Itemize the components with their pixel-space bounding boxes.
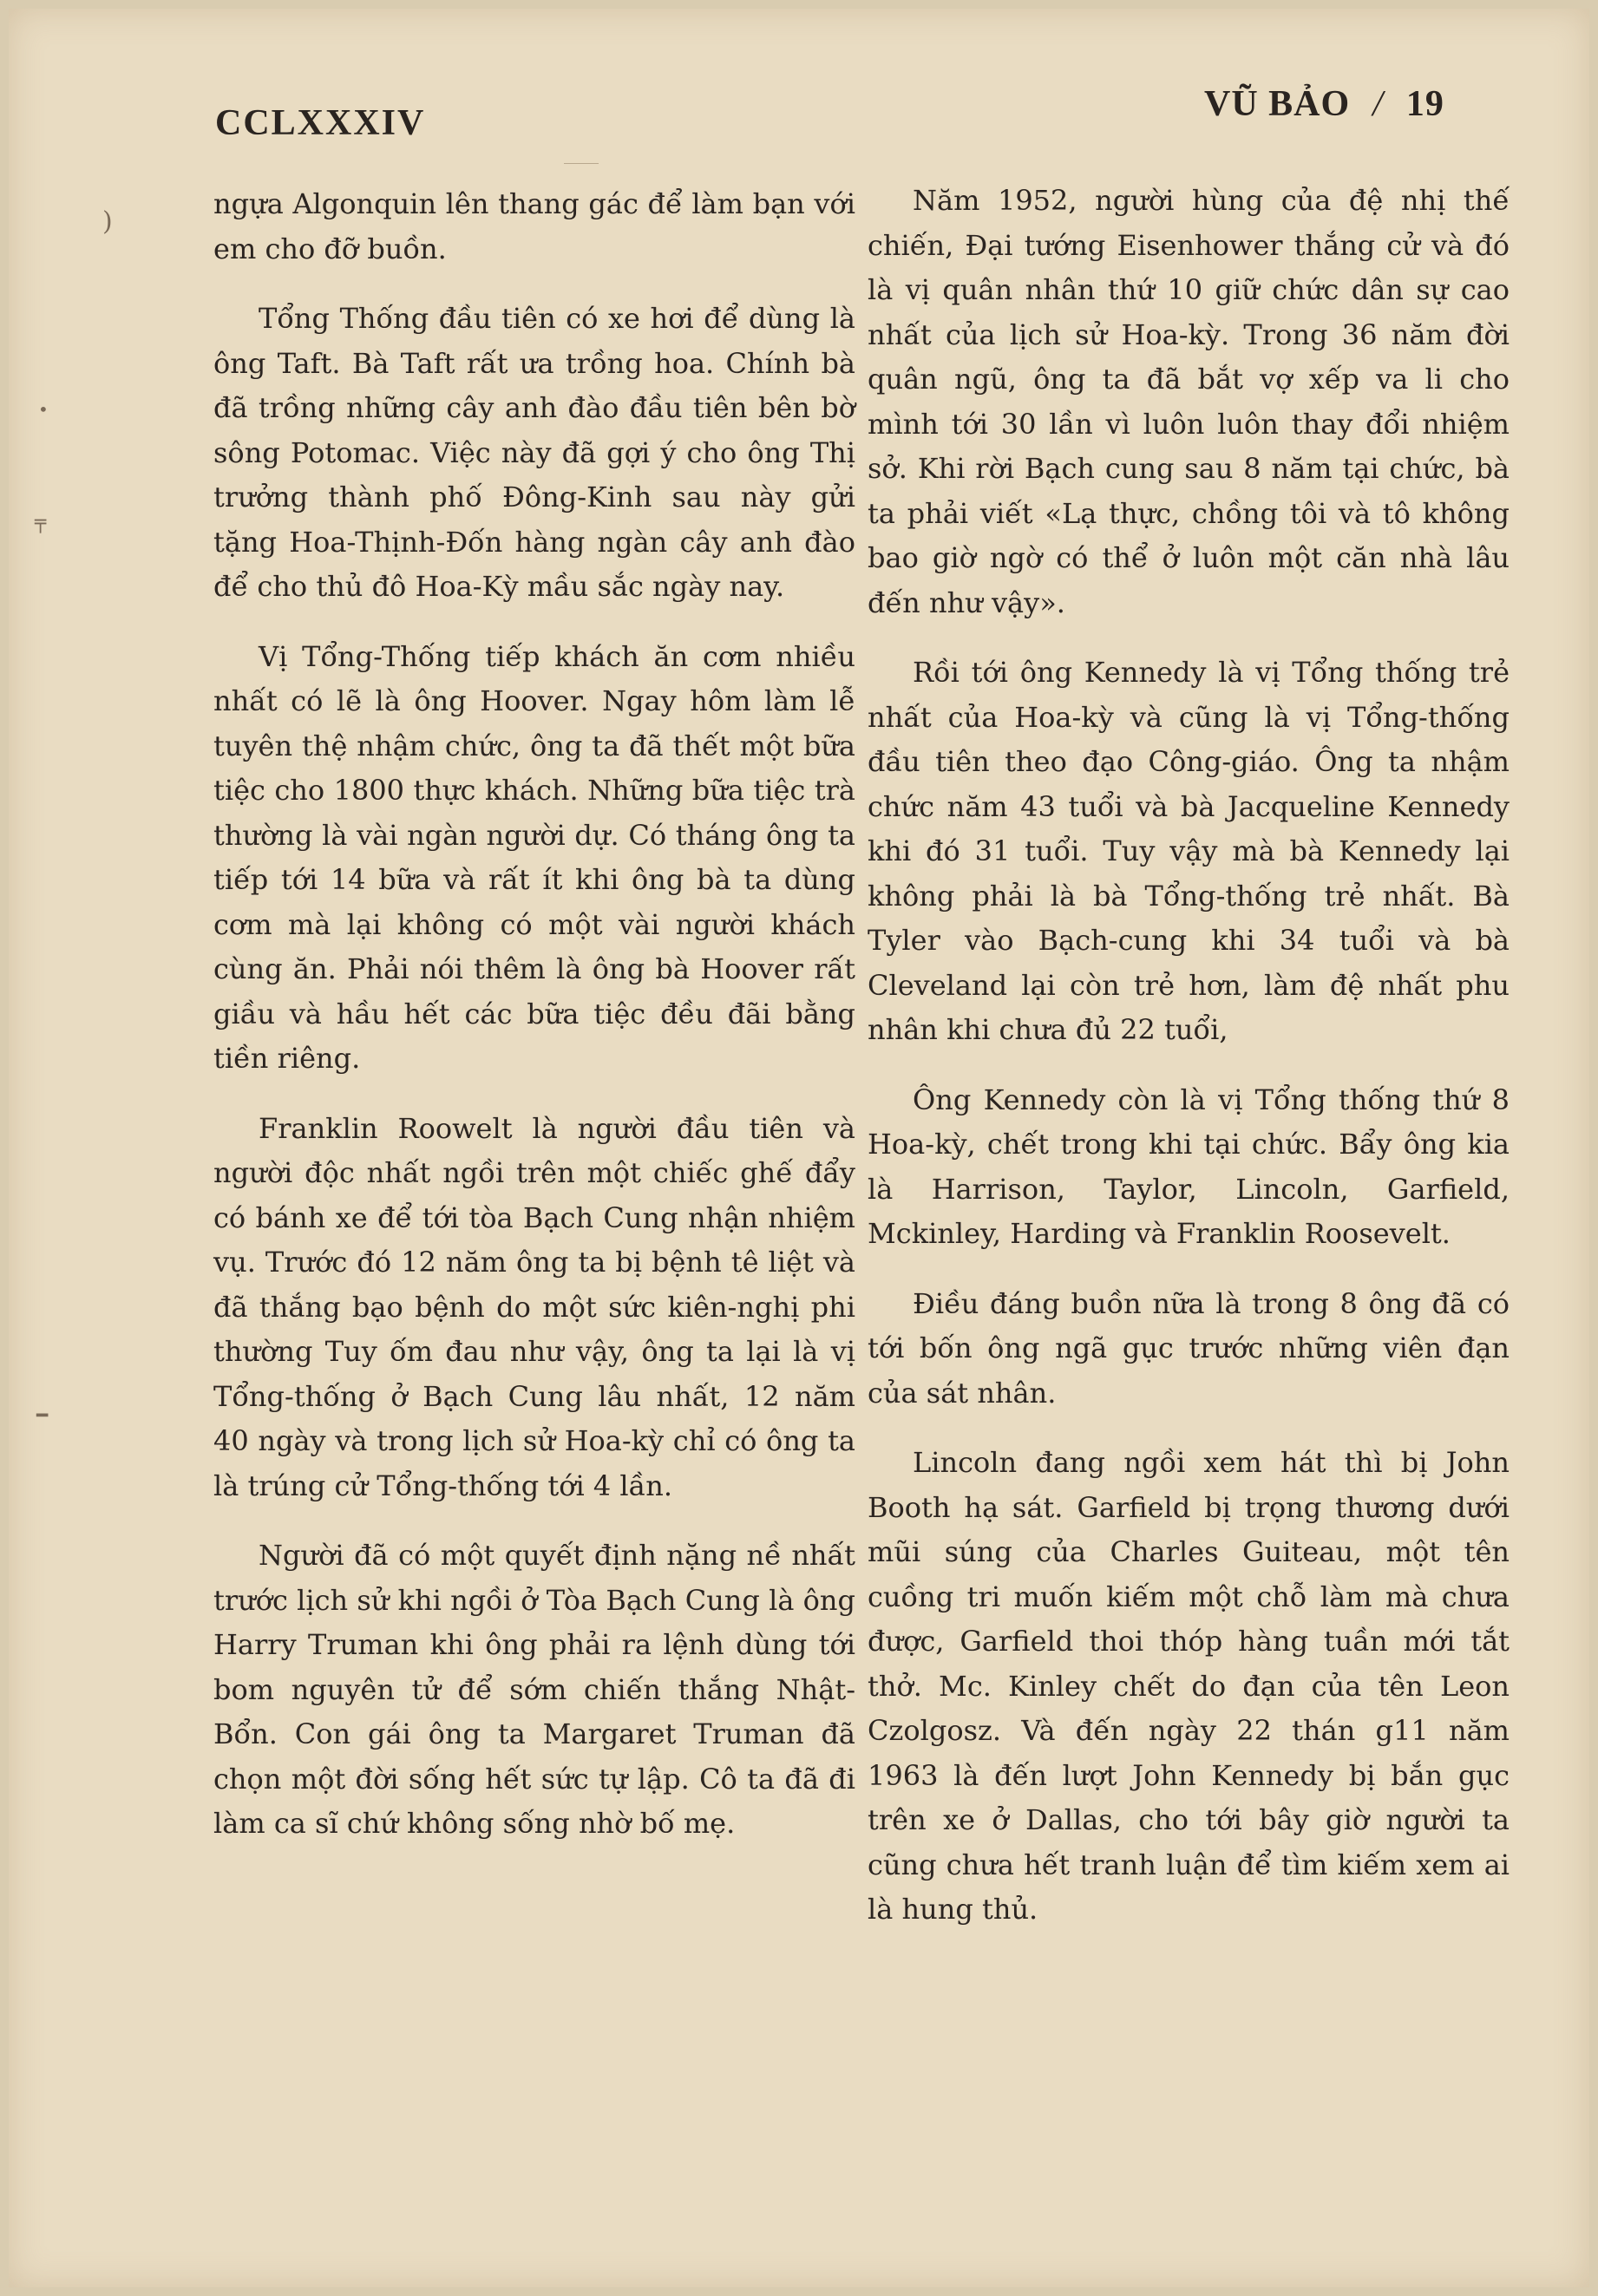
section-roman-numeral: CCLXXXIV bbox=[215, 103, 426, 143]
header-separator: / bbox=[1372, 84, 1384, 124]
paragraph: Rồi tới ông Kennedy là vị Tổng thống trẻ nhất của Hoa-kỳ và cũng là vị Tổng-thống đầu tiên theo đạo Công-giáo. Ông ta nhậm chức năm 43 tuổi và bà Jacqueline Kennedy khi đó 31 tuổi. Tuy vậy mà bà Kennedy lại không phải là bà Tổng-thống trẻ nhất. Bà Tyler vào Bạch-cung khi 34 tuổi và bà Cleveland lại còn trẻ hơn, làm đệ nhất phu nhân khi chưa đủ 22 tuổi, bbox=[868, 656, 1510, 1046]
paragraph: Điều đáng buồn nữa là trong 8 ông đã có tới bốn ông ngã gục trước những viên đạn của sát nhân. bbox=[868, 1286, 1510, 1410]
margin-mark: ━ bbox=[36, 1405, 49, 1427]
left-column bbox=[213, 182, 855, 1872]
paragraph: Vị Tổng-Thống tiếp khách ăn cơm nhiều nhất có lẽ là ông Hoover. Ngay hôm làm lễ tuyên thệ nhậm chức, ông ta đã thết một bữa tiệc cho 1800 thực khách. Những bữa tiệc trà thường là vài ngàn người dự. Có tháng ông ta tiếp tới 14 bữa và rất ít khi ông bà ta dùng cơm mà lại không có một vài người khách cùng ăn. Phải nói thêm là ông bà Hoover rất giầu và hầu hết các bữa tiệc đều đãi bằng tiền riêng. bbox=[213, 639, 855, 1075]
paragraph: Năm 1952, người hùng của đệ nhị thế chiến, Đại tướng Eisenhower thắng cử và đó là vị quân nhân thứ 10 giữ chức dân sự cao nhất của lịch sử Hoa-kỳ. Trong 36 năm đời quân ngũ, ông ta đã bắt vợ xếp va li cho mình tới 30 lần vì luôn luôn thay đổi nhiệm sở. Khi rời Bạch cung sau 8 năm tại chức, bà ta phải viết «Lạ thực, chồng tôi và tô không bao giờ ngờ có thể ở luôn một căn nhà lâu đến như vậy». bbox=[868, 184, 1510, 619]
paragraph: Tổng Thống đầu tiên có xe hơi để dùng là ông Taft. Bà Taft rất ưa trồng hoa. Chính bà đã trồng những cây anh đào đầu tiên bên bờ sông Potomac. Việc này đã gợi ý cho ông Thị trưởng thành phố Đông-Kinh sau này gửi tặng Hoa-Thịnh-Đốn hàng ngàn cây anh đào để cho thủ đô Hoa-Kỳ mầu sắc ngày nay. bbox=[213, 302, 855, 603]
page-number: 19 bbox=[1405, 84, 1444, 124]
right-column bbox=[868, 179, 1510, 1958]
margin-mark: ) bbox=[102, 206, 113, 237]
book-page bbox=[9, 9, 1589, 2287]
paragraph: Ông Kennedy còn là vị Tổng thống thứ 8 Hoa-kỳ, chết trong khi tại chức. Bẩy ông kia là Harrison, Taylor, Lincoln, Garfield, Mckinley, Harding và Franklin Roosevelt. bbox=[868, 1083, 1510, 1250]
margin-mark: • bbox=[38, 399, 49, 420]
paragraph: Lincoln đang ngồi xem hát thì bị John Booth hạ sát. Garfield bị trọng thương dưới mũi súng của Charles Guiteau, một tên cuồng tri muốn kiếm một chỗ làm mà chưa được, Garfield thoi thóp hàng tuần mới tắt thở. Mc. Kinley chết do đạn của tên Leon Czolgosz. Và đến ngày 22 thán g11 năm 1963 là đến lượt John Kennedy bị bắn gục trên xe ở Dallas, cho tới bây giờ người ta cũng chưa hết tranh luận để tìm kiếm xem ai là hung thủ. bbox=[868, 1446, 1510, 1926]
paragraph: Franklin Roowelt là người đầu tiên và người độc nhất ngồi trên một chiếc ghế đẩy có bánh xe để tới tòa Bạch Cung nhận nhiệm vụ. Trước đó 12 năm ông ta bị bệnh tê liệt và đã thắng bạo bệnh do một sức kiên-nghị phi thường Tuy ốm đau như vậy, ông ta lại là vị Tổng-thống ở Bạch Cung lâu nhất, 12 năm 40 ngày và trong lịch sử Hoa-kỳ chỉ có ông ta là trúng cử Tổng-thống tới 4 lần. bbox=[213, 1111, 855, 1502]
author-name: VŨ BẢO bbox=[1204, 84, 1351, 124]
top-rule bbox=[564, 163, 599, 164]
margin-mark: ╤ bbox=[35, 512, 47, 533]
running-header bbox=[1204, 83, 1444, 125]
paragraph: Người đã có một quyết định nặng nề nhất trước lịch sử khi ngồi ở Tòa Bạch Cung là ông Harry Truman khi ông phải ra lệnh dùng tới bom nguyên tử để sớm chiến thắng Nhật-Bổn. Con gái ông ta Margaret Truman đã chọn một đời sống hết sức tự lập. Cô ta đã đi làm ca sĩ chứ không sống nhờ bố mẹ. bbox=[213, 1539, 855, 1840]
paragraph: ngựa Algonquin lên thang gác để làm bạn với em cho đỡ buồn. bbox=[213, 187, 855, 265]
